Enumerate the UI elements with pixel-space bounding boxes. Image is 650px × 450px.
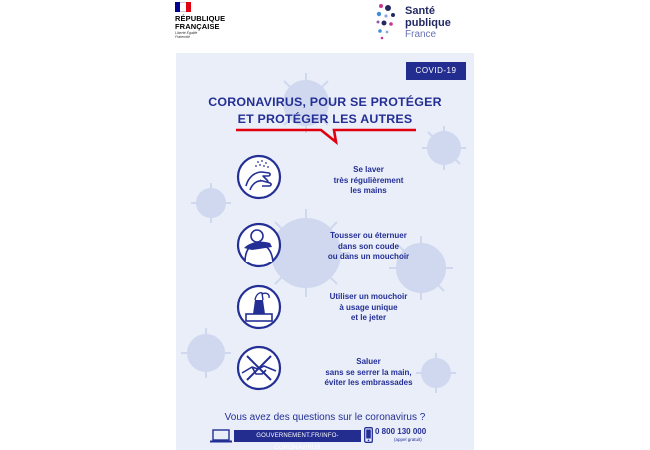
footer-question: Vous avez des questions sur le coronavirus ? xyxy=(224,412,426,423)
poster-headline xyxy=(176,94,474,128)
tip-tissue xyxy=(291,292,446,324)
french-flag-icon xyxy=(175,2,191,12)
rf-motto: Liberté Égalité Fraternité xyxy=(175,31,198,39)
tip-no-handshake xyxy=(291,357,446,389)
laptop-icon xyxy=(210,429,232,443)
phone-icon xyxy=(364,427,373,443)
covid-poster xyxy=(176,53,474,450)
tip-line: et le jeter xyxy=(350,313,387,322)
phone-note: (appel gratuit) xyxy=(394,437,422,442)
spf-dots-icon xyxy=(375,2,403,42)
tip-line: dans son coude xyxy=(338,241,399,251)
republique-francaise-logo xyxy=(175,2,245,48)
tip-hand-washing xyxy=(291,165,446,197)
spf-line1: Santé xyxy=(405,5,435,17)
hand-washing-icon xyxy=(236,154,282,200)
info-url-link[interactable]: GOUVERNEMENT.FR/INFO-CORONAVIRUS xyxy=(234,430,361,442)
tip-line: Utiliser un mouchoir xyxy=(329,292,408,301)
tip-cough-elbow xyxy=(291,231,446,263)
spf-line2: publique xyxy=(405,17,451,29)
phone-number[interactable]: 0 800 130 000 xyxy=(375,427,427,436)
tip-line: Saluer xyxy=(356,357,381,366)
tip-line: les mains xyxy=(350,186,387,195)
tip-line: Tousser ou éternuer xyxy=(330,231,407,240)
rf-line2: FRANÇAISE xyxy=(175,22,220,31)
no-handshake-icon xyxy=(236,345,282,391)
tip-line: très régulièrement xyxy=(333,175,404,185)
tip-line: sans se serrer la main, xyxy=(325,367,412,377)
cough-elbow-icon xyxy=(236,222,282,268)
tissue-icon xyxy=(236,284,282,330)
sante-publique-france-logo xyxy=(375,2,475,44)
headline-line2: ET PROTÉGER LES AUTRES xyxy=(237,112,413,126)
rf-line1: RÉPUBLIQUE xyxy=(175,14,226,23)
headline-underline-accent xyxy=(236,128,416,150)
spf-line3: France xyxy=(405,29,437,40)
tip-line: Se laver xyxy=(353,165,384,174)
headline-line1: CORONAVIRUS, POUR SE PROTÉGER xyxy=(208,95,442,109)
covid-badge: COVID-19 xyxy=(406,62,466,80)
tip-line: à usage unique xyxy=(339,302,398,312)
tip-line: éviter les embrassades xyxy=(324,378,413,387)
tip-line: ou dans un mouchoir xyxy=(327,252,410,261)
